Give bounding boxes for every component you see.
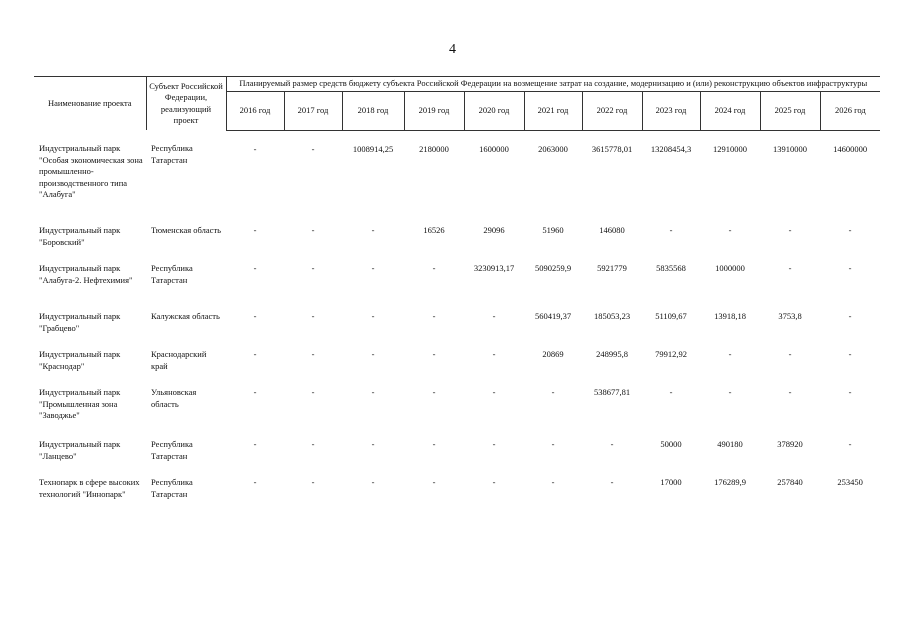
value-cell: 13208454,3 bbox=[650, 143, 692, 154]
value-cell: 14600000 bbox=[833, 143, 868, 154]
year-header: 2025 год bbox=[760, 91, 820, 130]
value-cell: 13918,18 bbox=[714, 311, 746, 321]
value-cell: 378920 bbox=[777, 439, 803, 449]
value-cell: - bbox=[371, 439, 375, 449]
value-cell: 3615778,01 bbox=[591, 143, 633, 154]
value-cell: 17000 bbox=[660, 477, 682, 487]
value-cell: - bbox=[788, 263, 792, 273]
value-cell: 490180 bbox=[717, 439, 743, 449]
value-cell: 560419,37 bbox=[534, 311, 572, 321]
value-cell: - bbox=[848, 311, 852, 321]
value-cell: 2063000 bbox=[538, 143, 568, 154]
value-cell: 79912,92 bbox=[655, 349, 687, 359]
value-cell: - bbox=[432, 477, 436, 487]
value-cell: - bbox=[728, 387, 732, 397]
value-cell: - bbox=[551, 387, 555, 397]
year-header: 2020 год bbox=[464, 91, 524, 130]
value-cell: 50000 bbox=[660, 439, 682, 449]
value-cell: - bbox=[371, 387, 375, 397]
value-cell: 176289,9 bbox=[714, 477, 746, 487]
value-cell: 5835568 bbox=[656, 263, 686, 273]
value-cell: - bbox=[253, 225, 257, 235]
project-name-cell: Индустриальный парк "Особая экономическая зона промышленно-производственного типа "Алабуга" bbox=[39, 143, 143, 199]
value-cell: 51109,67 bbox=[655, 311, 687, 321]
value-cell: - bbox=[492, 439, 496, 449]
page-number: 4 bbox=[449, 42, 456, 57]
value-cell: - bbox=[253, 263, 257, 273]
year-header: 2022 год bbox=[582, 91, 642, 130]
value-cell: - bbox=[371, 311, 375, 321]
year-header: 2016 год bbox=[226, 91, 284, 130]
year-header: 2021 год bbox=[524, 91, 582, 130]
subject-cell: Краснодарский край bbox=[151, 349, 207, 371]
value-cell: - bbox=[253, 439, 257, 449]
value-cell: 3753,8 bbox=[778, 311, 802, 321]
value-cell: 248995,8 bbox=[596, 349, 628, 359]
value-cell: 12910000 bbox=[713, 143, 747, 154]
value-cell: - bbox=[311, 263, 315, 273]
value-cell: 20869 bbox=[542, 349, 564, 359]
year-header: 2018 год bbox=[342, 91, 404, 130]
value-cell: - bbox=[551, 439, 555, 449]
value-cell: - bbox=[253, 387, 257, 397]
subject-cell: Республика Татарстан bbox=[151, 263, 193, 285]
value-cell: - bbox=[311, 311, 315, 321]
value-cell: - bbox=[848, 439, 852, 449]
value-cell: 257840 bbox=[777, 477, 803, 487]
value-cell: - bbox=[492, 311, 496, 321]
table-row bbox=[34, 477, 880, 517]
value-cell: 1008914,25 bbox=[352, 143, 394, 154]
value-cell: - bbox=[610, 439, 614, 449]
table-row bbox=[34, 225, 880, 263]
year-header: 2019 год bbox=[404, 91, 464, 130]
value-cell: - bbox=[788, 387, 792, 397]
value-cell: - bbox=[432, 439, 436, 449]
value-cell: - bbox=[432, 263, 436, 273]
value-cell: - bbox=[728, 225, 732, 235]
project-name-cell: Индустриальный парк "Промышленная зона "Заводжье" bbox=[39, 387, 121, 420]
value-cell: 5090259,9 bbox=[534, 263, 572, 273]
budget-table bbox=[34, 76, 880, 517]
subject-cell: Республика Татарстан bbox=[151, 477, 193, 499]
table-row bbox=[34, 130, 880, 225]
value-cell: - bbox=[492, 387, 496, 397]
value-cell: - bbox=[432, 311, 436, 321]
value-cell: - bbox=[311, 477, 315, 487]
value-cell: 1000000 bbox=[715, 263, 745, 273]
value-cell: - bbox=[311, 143, 315, 154]
value-cell: - bbox=[669, 225, 673, 235]
project-name-cell: Индустриальный парк "Алабуга-2. Нефтехимия" bbox=[39, 263, 133, 285]
project-name-cell: Индустриальный парк "Грабцево" bbox=[39, 311, 121, 333]
header-planned: Планируемый размер средств бюджету субъекта Российской Федерации на возмещение затрат на создание, модернизацию и (или) реконструкцию объектов инфраструктуры bbox=[226, 77, 880, 92]
header-project: Наименование проекта bbox=[34, 77, 146, 131]
table-row bbox=[34, 263, 880, 311]
value-cell: - bbox=[492, 477, 496, 487]
value-cell: - bbox=[253, 311, 257, 321]
project-name-cell: Индустриальный парк "Ланцево" bbox=[39, 439, 121, 461]
subject-cell: Ульяновская область bbox=[151, 387, 197, 409]
value-cell: 1600000 bbox=[479, 143, 509, 154]
value-cell: - bbox=[788, 225, 792, 235]
table-row bbox=[34, 387, 880, 439]
value-cell: - bbox=[788, 349, 792, 359]
value-cell: 51960 bbox=[542, 225, 564, 235]
value-cell: - bbox=[371, 477, 375, 487]
year-header: 2017 год bbox=[284, 91, 342, 130]
value-cell: 146080 bbox=[599, 225, 625, 235]
table-body bbox=[34, 130, 880, 517]
value-cell: - bbox=[610, 477, 614, 487]
project-name-cell: Технопарк в сфере высоких технологий "Иннопарк" bbox=[39, 477, 140, 499]
value-cell: 29096 bbox=[483, 225, 505, 235]
value-cell: 185053,23 bbox=[593, 311, 631, 321]
value-cell: 3230913,17 bbox=[473, 263, 515, 273]
value-cell: 16526 bbox=[423, 225, 445, 235]
value-cell: - bbox=[848, 225, 852, 235]
subject-cell: Калужская область bbox=[151, 311, 220, 321]
value-cell: - bbox=[848, 387, 852, 397]
header-subject: Субъект Российской Федерации, реализующий проект bbox=[146, 77, 226, 131]
value-cell: - bbox=[311, 225, 315, 235]
value-cell: - bbox=[432, 349, 436, 359]
value-cell: 2180000 bbox=[419, 143, 449, 154]
project-name-cell: Индустриальный парк "Краснодар" bbox=[39, 349, 121, 371]
value-cell: - bbox=[492, 349, 496, 359]
table-row bbox=[34, 349, 880, 387]
value-cell: - bbox=[551, 477, 555, 487]
subject-cell: Республика Татарстан bbox=[151, 143, 193, 165]
value-cell: - bbox=[311, 439, 315, 449]
year-header: 2026 год bbox=[820, 91, 880, 130]
value-cell: - bbox=[432, 387, 436, 397]
year-header: 2023 год bbox=[642, 91, 700, 130]
year-header: 2024 год bbox=[700, 91, 760, 130]
value-cell: 538677,81 bbox=[593, 387, 631, 397]
value-cell: - bbox=[311, 387, 315, 397]
value-cell: - bbox=[371, 263, 375, 273]
value-cell: 5921779 bbox=[597, 263, 627, 273]
table-row bbox=[34, 439, 880, 477]
table-row bbox=[34, 311, 880, 349]
value-cell: - bbox=[669, 387, 673, 397]
project-name-cell: Индустриальный парк "Боровский" bbox=[39, 225, 121, 247]
value-cell: 13910000 bbox=[773, 143, 807, 154]
value-cell: - bbox=[848, 349, 852, 359]
value-cell: - bbox=[848, 263, 852, 273]
value-cell: - bbox=[253, 143, 257, 154]
value-cell: - bbox=[311, 349, 315, 359]
value-cell: - bbox=[253, 349, 257, 359]
value-cell: 253450 bbox=[837, 477, 863, 487]
value-cell: - bbox=[253, 477, 257, 487]
value-cell: - bbox=[728, 349, 732, 359]
subject-cell: Тюменская область bbox=[151, 225, 222, 235]
subject-cell: Республика Татарстан bbox=[151, 439, 193, 461]
value-cell: - bbox=[371, 349, 375, 359]
value-cell: - bbox=[371, 225, 375, 235]
